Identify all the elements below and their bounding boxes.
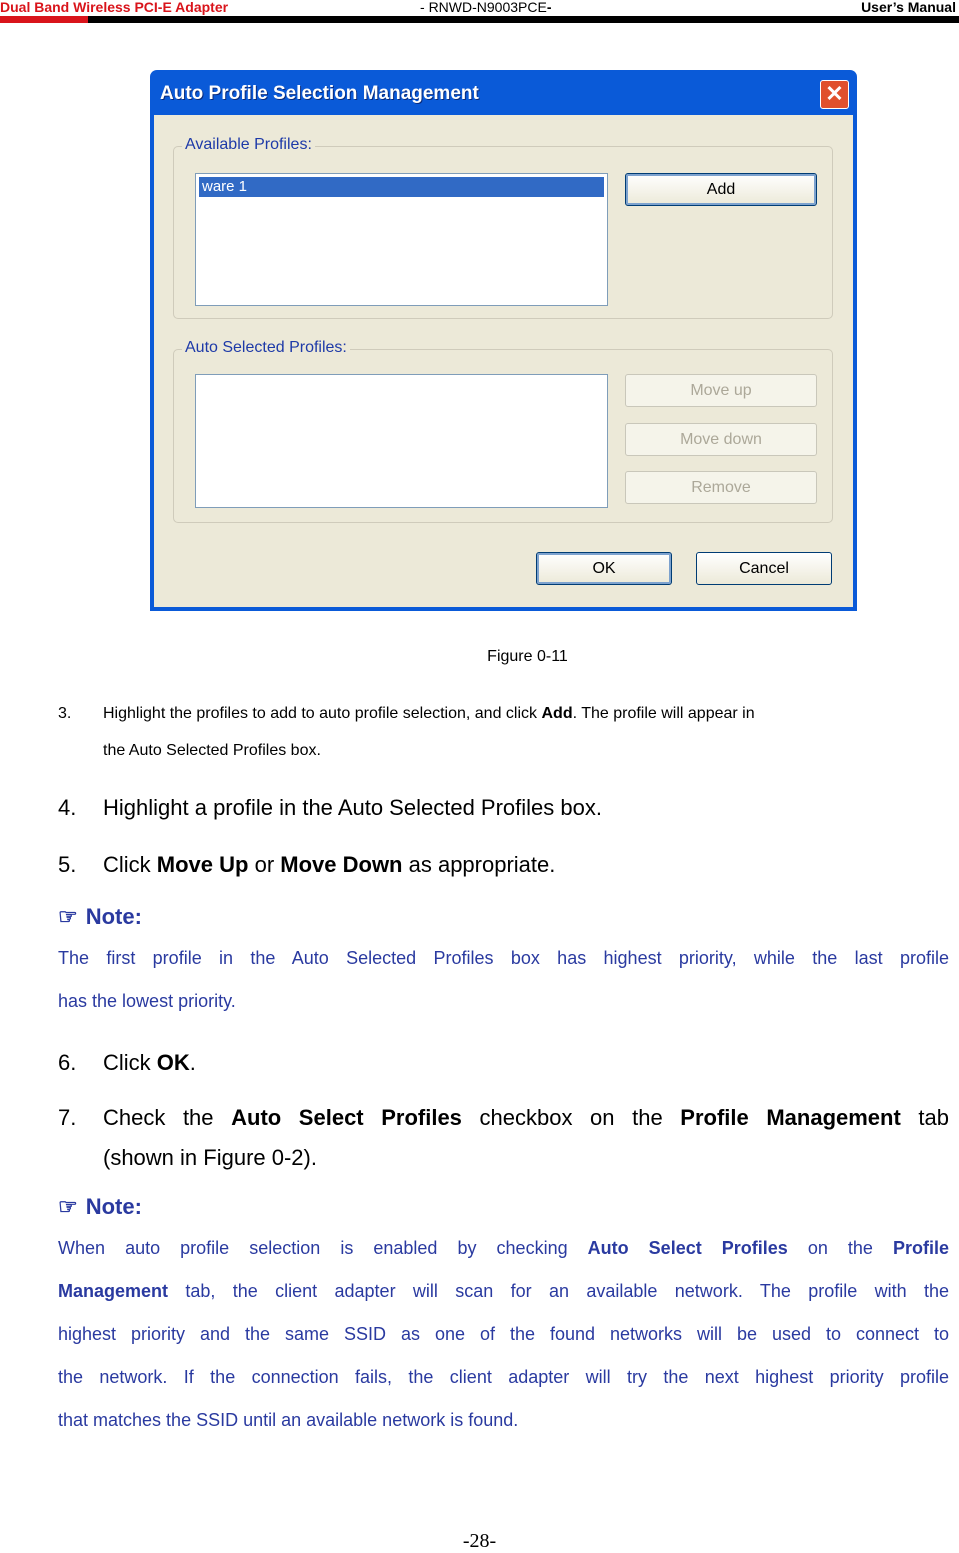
move-down-button[interactable]: Move down — [625, 423, 817, 456]
ok-button[interactable]: OK — [536, 552, 672, 585]
page-number: -28- — [462, 1530, 497, 1552]
add-button[interactable]: Add — [625, 173, 817, 206]
auto-selected-profiles-group — [173, 339, 833, 523]
step-4-text: Highlight a profile in the Auto Selected Profiles box. — [103, 795, 602, 820]
list-item[interactable]: ware 1 — [199, 177, 604, 197]
dialog-body — [154, 115, 853, 607]
note-2-body: When auto profile selection is enabled by checking Auto Select Profiles on the Profile Management tab, the client adapter will scan for an available network. The profile with the highest priority and the same SSID as one of the found networks will be used to connect to the network. If the connection fails, the client adapter will try the next highest priority profile that matches the SSID until an available network is found. — [58, 1238, 949, 1430]
dialog-title: Auto Profile Selection Management — [160, 83, 479, 104]
page-header — [0, 0, 959, 24]
step-7-text: Check the Auto Select Profiles checkbox on the Profile Management tab — [103, 1105, 949, 1130]
step-number: 6. — [58, 1050, 77, 1075]
header-manual: User’s Manual — [861, 0, 956, 15]
move-up-button[interactable]: Move up — [625, 374, 817, 407]
auto-selected-profiles-label: Auto Selected Profiles: — [182, 339, 350, 357]
step-number: 4. — [58, 795, 77, 820]
step-5-text: Click Move Up or Move Down as appropriate. — [103, 852, 556, 877]
remove-button[interactable]: Remove — [625, 471, 817, 504]
step-number: 3. — [58, 705, 72, 722]
available-profiles-group — [173, 136, 833, 319]
auto-profile-dialog — [150, 70, 857, 611]
header-product: Dual Band Wireless PCI-E Adapter — [0, 0, 229, 15]
pointing-hand-icon: ☞ — [58, 1194, 78, 1219]
step-3-text: Highlight the profiles to add to auto profile selection, and click Add. The profile will appear in — [103, 705, 755, 722]
note-heading: ☞ Note: — [58, 904, 142, 929]
available-profiles-label: Available Profiles: — [182, 136, 315, 154]
header-rule-accent — [0, 16, 88, 23]
step-number: 7. — [58, 1105, 77, 1130]
close-icon[interactable]: ✕ — [820, 80, 849, 109]
step-7-text-cont: (shown in Figure 0-2). — [103, 1145, 317, 1170]
note-1-body: The first profile in the Auto Selected Profiles box has highest priority, while the last profile has the lowest priority. — [58, 948, 949, 1011]
note-heading: ☞ Note: — [58, 1194, 142, 1219]
header-rule — [0, 16, 959, 23]
auto-selected-profiles-list[interactable] — [195, 374, 608, 508]
step-3-text-cont: the Auto Selected Profiles box. — [103, 742, 321, 759]
pointing-hand-icon: ☞ — [58, 904, 78, 929]
step-6-text: Click OK. — [103, 1050, 196, 1075]
figure-caption: Figure 0-11 — [487, 648, 568, 665]
available-profiles-list[interactable] — [195, 173, 608, 306]
cancel-button[interactable]: Cancel — [696, 552, 832, 585]
header-model: - RNWD-N9003PCE- — [420, 0, 552, 15]
step-number: 5. — [58, 852, 77, 877]
